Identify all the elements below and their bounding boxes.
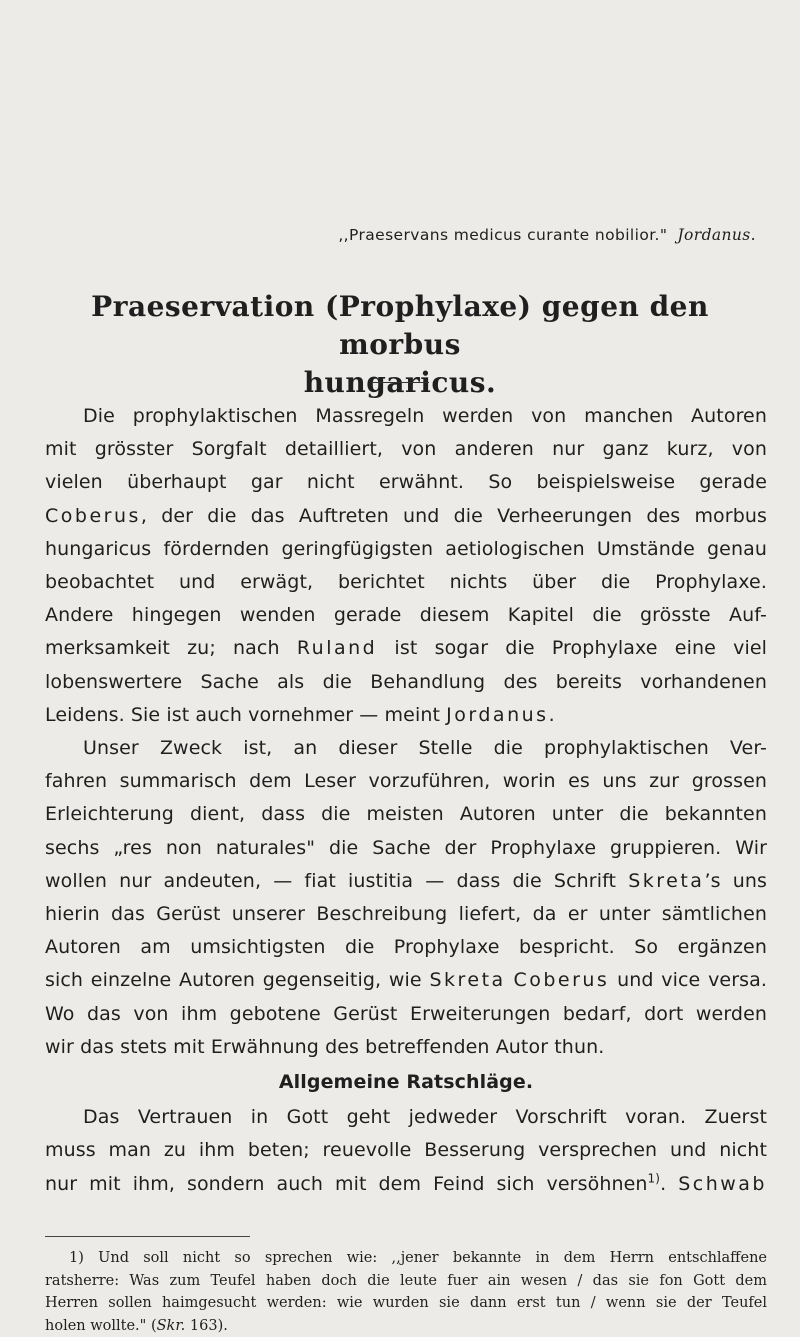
citation-abbrev: Skr. — [157, 1318, 186, 1334]
footnote-line: ratsherre: Was zum Teufel haben doch die leute fuer ain wesen / das sie fon Gott dem — [45, 1270, 767, 1293]
footnote-line: 1) Und soll nicht so sprechen wie: ,,jener bekannte in dem Herrn entschlaffene — [45, 1247, 767, 1270]
text-line: sich einzelne Autoren gegenseitig, wie Skreta Coberus und vice versa. — [45, 964, 767, 997]
title-line-2: hungaricus. — [40, 364, 760, 402]
text-line: Unser Zweck ist, an dieser Stelle die prophylaktischen Ver- — [45, 732, 767, 765]
text-line: mit grösster Sorgfalt detailliert, von anderen nur ganz kurz, von — [45, 433, 767, 466]
author-name: Skreta — [429, 969, 505, 991]
body-text — [45, 400, 767, 1201]
text-line: hungaricus fördernden geringfügigsten aetiologischen Umstände genau — [45, 533, 767, 566]
text-line: Leidens. Sie ist auch vornehmer — meint Jordanus. — [45, 699, 767, 732]
text-line: hierin das Gerüst unserer Beschreibung liefert, da er unter sämtlichen — [45, 898, 767, 931]
epigraph-quote: ,,Praeservans medicus curante nobilior." — [338, 226, 667, 244]
text-line: muss man zu ihm beten; reuevolle Besserung versprechen und nicht — [45, 1134, 767, 1167]
footnote — [45, 1247, 767, 1337]
text-line: lobenswertere Sache als die Behandlung des bereits vorhandenen — [45, 666, 767, 699]
author-name: Coberus — [45, 505, 141, 527]
text-line: nur mit ihm, sondern auch mit dem Feind sich versöhnen$^{1)}$. Schwab — [45, 1168, 767, 1201]
text-line: merksamkeit zu; nach Ruland ist sogar die Prophylaxe eine viel — [45, 632, 767, 665]
paragraph-3 — [45, 1101, 767, 1201]
text-line: Die prophylaktischen Massregeln werden von manchen Autoren — [45, 400, 767, 433]
paragraph-2 — [45, 732, 767, 1064]
text-line: Wo das von ihm gebotene Gerüst Erweiterungen bedarf, dort werden — [45, 998, 767, 1031]
text-line: fahren summarisch dem Leser vorzuführen, worin es uns zur grossen — [45, 765, 767, 798]
epigraph — [0, 226, 756, 244]
section-heading: Allgemeine Ratschläge. — [45, 1064, 767, 1101]
text-line: wir das stets mit Erwähnung des betreffenden Autor thun. — [45, 1031, 767, 1064]
author-name: Skreta — [628, 870, 704, 892]
text-line: Das Vertrauen in Gott geht jedweder Vorschrift voran. Zuerst — [45, 1101, 767, 1134]
author-name: Coberus — [513, 969, 609, 991]
text-line: Erleichterung dient, dass die meisten Autoren unter die bekannten — [45, 798, 767, 831]
text-line: beobachtet und erwägt, berichtet nichts über die Prophylaxe. — [45, 566, 767, 599]
footnote-divider — [45, 1236, 250, 1237]
text-line: vielen überhaupt gar nicht erwähnt. So beispielsweise gerade — [45, 466, 767, 499]
text-line: Coberus, der die das Auftreten und die Verheerungen des morbus — [45, 500, 767, 533]
title-divider — [371, 382, 429, 383]
text-line: sechs „res non naturales" die Sache der Prophylaxe gruppieren. Wir — [45, 832, 767, 865]
author-name: Jordanus — [446, 704, 548, 726]
paragraph-1 — [45, 400, 767, 732]
footnote-line: holen wollte." (Skr. 163). — [45, 1315, 767, 1337]
title-line-1: Praeservation (Prophylaxe) gegen den morbus — [40, 288, 760, 364]
author-name: Ruland — [297, 637, 377, 659]
text-line: Autoren am umsichtigsten die Prophylaxe bespricht. So ergänzen — [45, 931, 767, 964]
footnote-line: Herren sollen haimgesucht werden: wie wurden sie dann erst tun / wenn sie der Teufel — [45, 1292, 767, 1315]
epigraph-author: Jordanus. — [677, 226, 756, 244]
author-name: Schwab — [678, 1173, 767, 1195]
text-line: wollen nur andeuten, — fiat iustitia — dass die Schrift Skreta’s uns — [45, 865, 767, 898]
chapter-title — [40, 288, 760, 402]
text-line: Andere hingegen wenden gerade diesem Kapitel die grösste Auf- — [45, 599, 767, 632]
footnote-marker[interactable]: 1) — [648, 1171, 661, 1185]
